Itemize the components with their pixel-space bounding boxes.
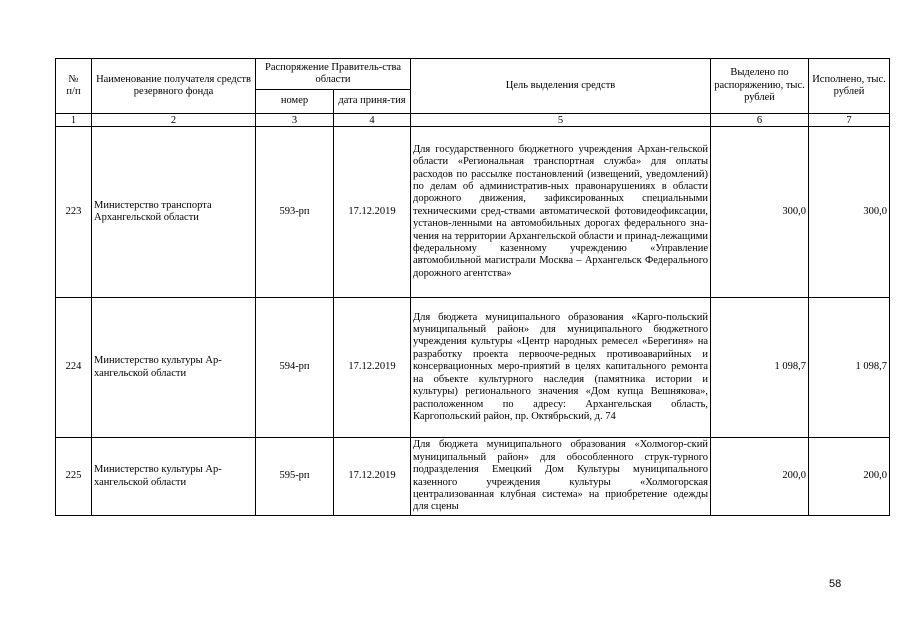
col-header-recipient: Наименование получателя средств резервного фонда — [92, 59, 256, 114]
reserve-fund-table — [55, 58, 890, 516]
col-header-purpose: Цель выделения средств — [411, 59, 711, 114]
purpose-text: Для государственного бюджетного учреждения Архан-гельской области «Региональная транспортная служба» для оплаты расходов по рассылке постановлений (извещений, уведомлений) по делам об административ-ных правонарушениях в области дорожного движения, зафиксированных специальными техническими сред-ствами автоматической фотовидеофиксации, установ-ленными на автомобильных дорогах федерального зна-чения на территории Архангельской области и принад-лежащими федеральному казенному учреждению «Управление автомобильной магистрали Москва – Архангельск Федерального дорожного агентства» — [411, 127, 711, 298]
column-number: 1 — [56, 114, 92, 127]
order-date: 17.12.2019 — [334, 127, 411, 298]
recipient-name: Министерство транспорта Архангельской области — [92, 127, 256, 298]
order-number: 594-рп — [256, 298, 334, 438]
page-number: 58 — [829, 578, 842, 590]
row-number: 223 — [56, 127, 92, 298]
allocated-amount: 200,0 — [711, 438, 809, 516]
order-number: 593-рп — [256, 127, 334, 298]
column-number: 5 — [411, 114, 711, 127]
executed-amount: 200,0 — [809, 438, 890, 516]
purpose-text: Для бюджета муниципального образования «Холмогор-ский муниципальный район» для обособленного струк-турного подразделения Емецкий Дом Культуры муниципального казенного учреждения культуры «Холмогорская централизованная клубная система» на приобретение одежды для сцены — [411, 438, 711, 516]
col-header-order-date: дата приня-тия — [334, 90, 411, 114]
table-row — [56, 127, 890, 298]
col-header-order-group: Распоряжение Правитель-ства области — [256, 59, 411, 90]
col-header-executed: Исполнено, тыс. рублей — [809, 59, 890, 114]
col-header-allocated: Выделено по распоряжению, тыс. рублей — [711, 59, 809, 114]
order-date: 17.12.2019 — [334, 298, 411, 438]
row-number: 225 — [56, 438, 92, 516]
column-numbers-row — [56, 114, 890, 127]
column-number: 7 — [809, 114, 890, 127]
col-header-order-number: номер — [256, 90, 334, 114]
column-number: 3 — [256, 114, 334, 127]
executed-amount: 300,0 — [809, 127, 890, 298]
table-row — [56, 438, 890, 516]
recipient-name: Министерство культуры Ар-хангельской области — [92, 298, 256, 438]
column-number: 6 — [711, 114, 809, 127]
column-number: 4 — [334, 114, 411, 127]
order-number: 595-рп — [256, 438, 334, 516]
recipient-name: Министерство культуры Ар-хангельской области — [92, 438, 256, 516]
allocated-amount: 1 098,7 — [711, 298, 809, 438]
header-row — [56, 59, 890, 90]
row-number: 224 — [56, 298, 92, 438]
table-row — [56, 298, 890, 438]
order-date: 17.12.2019 — [334, 438, 411, 516]
col-header-no: № п/п — [56, 59, 92, 114]
allocated-amount: 300,0 — [711, 127, 809, 298]
executed-amount: 1 098,7 — [809, 298, 890, 438]
column-number: 2 — [92, 114, 256, 127]
purpose-text: Для бюджета муниципального образования «Карго-польский муниципальный район» для муниципального бюджетного учреждения культуры «Центр народных ремесел «Берегиня» на разработку проекта первооче-редных противоаварийных и консервационных меро-приятий в целях капитального ремонта на объекте культурного наследия (памятника истории и культуры) регионального значения «Дом купца Вешнякова», расположенном по адресу: Архангельская область, Каргопольский район, пр. Октябрьский, д. 74 — [411, 298, 711, 438]
